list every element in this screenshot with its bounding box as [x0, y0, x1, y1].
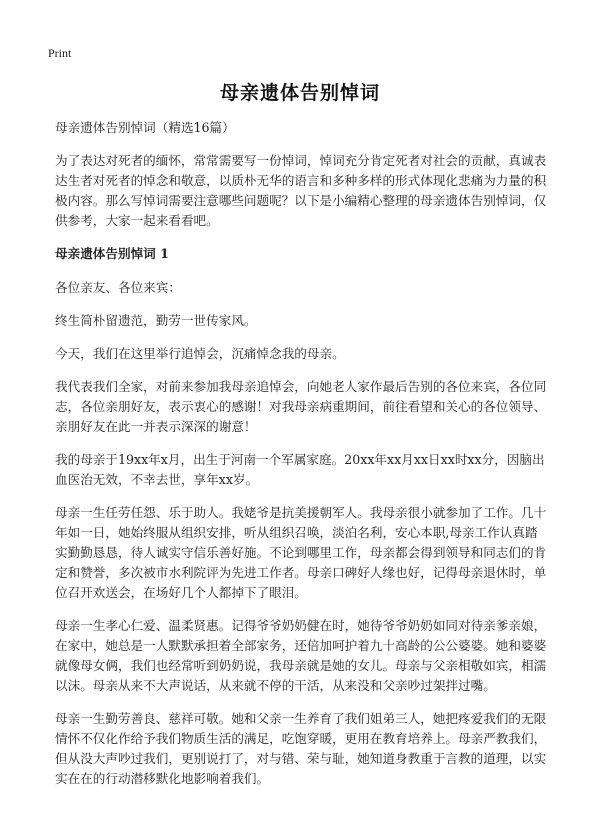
document-body: [55, 118, 550, 802]
paragraph-career: 母亲一生任劳任怨、乐于助人。我姥爷是抗美援朝军人。我母亲很小就参加了工作。几十年如一日，她始终服从组织安排，听从组织召唤，淡泊名利，安心本职,母亲工作认真踏实勤勤恳恳，待人诚实守信乐善好施。不论到哪里工作，母亲都会得到领导和同志们的肯定和赞誉，多次被市水利院评为先进工作者。母亲口碑好人缘也好，记得母亲退休时，单位召开欢送会，在场好几个人都掉下了眼泪。: [55, 505, 547, 600]
intro-paragraph: 为了表达对死者的缅怀，常常需要写一份悼词，悼词充分肯定死者对社会的贡献，真诚表达生者对死者的悼念和敬意，以质朴无华的语言和多种多样的形式体现化悲痛为力量的积极内容。那么写悼词需要注意哪些问题呢？以下是小编精心整理的母亲遗体告别悼词，仅供参考，大家一起来看看吧。: [55, 153, 547, 228]
paragraph-biography: 我的母亲于19xx年x月，出生于河南一个军属家庭。20xx年xx月xx日xx时xx分，因脑出血医治无效，不幸去世，享年xx岁。: [55, 452, 545, 487]
document-title: 母亲遗体告别悼词: [219, 82, 380, 104]
paragraph-opening: 今天，我们在这里举行追悼会，沉痛悼念我的母亲。: [55, 346, 345, 361]
print-link[interactable]: Print: [48, 46, 72, 60]
paragraph-greeting: 各位亲友、各位来宾：: [55, 280, 181, 295]
paragraph-couplet: 终生简朴留遗范，勤劳一世传家风。: [55, 313, 257, 328]
section-heading: 母亲遗体告别悼词 1: [55, 246, 169, 261]
paragraph-thanks: 我代表我们全家，对前来参加我母亲追悼会，向她老人家作最后告别的各位来宾，各位同志，各位亲朋好友，表示衷心的感谢！对我母亲病重期间，前往看望和关心的各位领导、亲朋好友在此一并表示深深的谢意！: [55, 379, 547, 434]
paragraph-upbringing: 母亲一生勤劳善良、慈祥可敬。她和父亲一生养育了我们姐弟三人，她把疼爱我们的无限情怀不仅化作给予我们物质生活的满足，吃饱穿暖，更用在教育培养上。母亲严教我们，但从没大声吵过我们，更别说打了，对与错、荣与耻，她知道身教重于言教的道理，以实实在在的行动潜移默化地影响着我们。: [55, 711, 547, 786]
document-subtitle: 母亲遗体告别悼词（精选16篇）: [55, 120, 235, 135]
paragraph-family: 母亲一生孝心仁爱、温柔贤惠。记得爷爷奶奶健在时，她待爷爷奶奶如同对待亲爹亲娘，在家中，她总是一人默默承担着全部家务，还倍加呵护着九十高龄的公公婆婆。她和婆婆就像母女俩，我们也经常听到奶奶说，我母亲就是她的女儿。母亲与父亲相敬如宾，相濡以沫。母亲从来不大声说话，从来就不停的干活，从来没和父亲吵过架拌过嘴。: [55, 618, 547, 693]
